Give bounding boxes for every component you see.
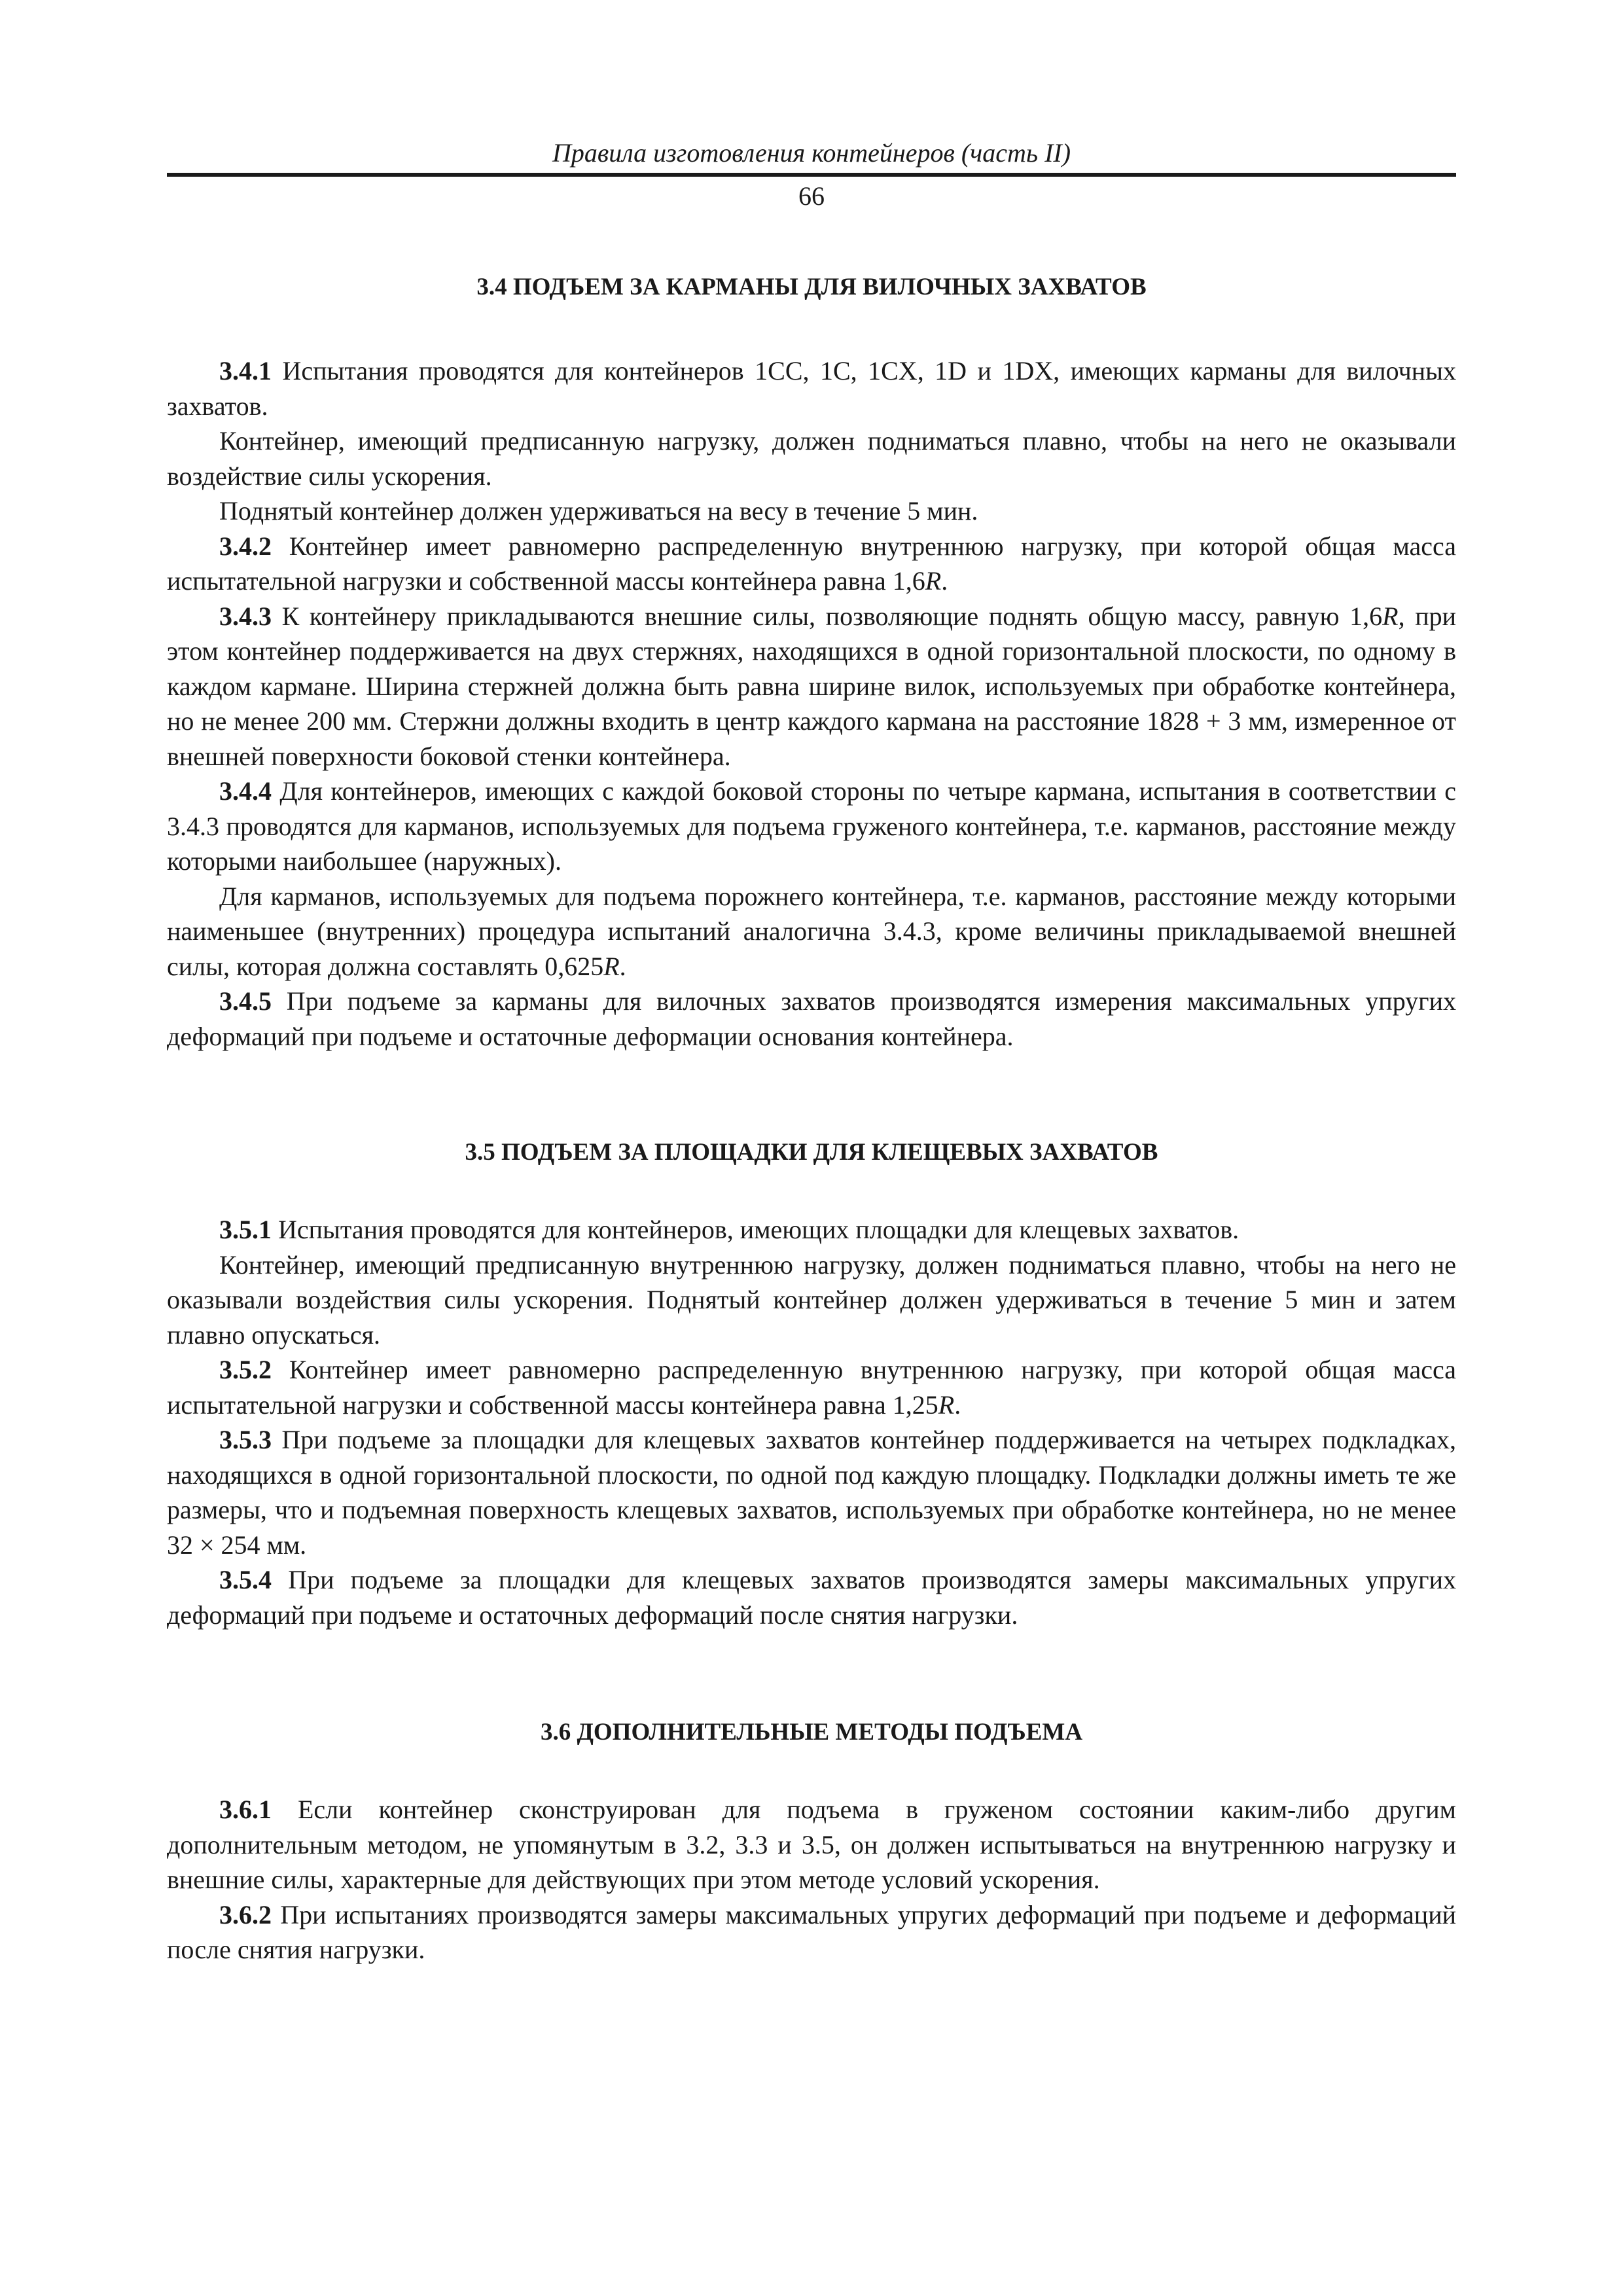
paragraph-text: Контейнер, имеющий предписанную нагрузку, должен подниматься плавно, чтобы на него не оказывали воздействие силы ускорения. bbox=[167, 426, 1456, 491]
clause-number: 3.4.5 bbox=[219, 986, 272, 1016]
variable-r: R bbox=[1382, 601, 1399, 631]
section-title: 3.5 ПОДЪЕМ ЗА ПЛОЩАДКИ ДЛЯ КЛЕЩЕВЫХ ЗАХВАТОВ bbox=[465, 1139, 1158, 1166]
clause-number: 3.5.4 bbox=[219, 1565, 272, 1594]
paragraph-text: Контейнер, имеющий предписанную внутреннюю нагрузку, должен подниматься плавно, чтобы на него не оказывали воздействия силы ускорения. Поднятый контейнер должен удерживаться в течение 5 мин и затем плавно опускаться. bbox=[167, 1249, 1456, 1350]
paragraph-3-5-1 bbox=[167, 1212, 1456, 1247]
paragraph-3-4-2 bbox=[167, 529, 1456, 599]
paragraph-3-6-2 bbox=[167, 1897, 1456, 1967]
paragraph bbox=[167, 423, 1456, 493]
paragraph-text: Для контейнеров, имеющих с каждой боковой стороны по четыре кармана, испытания в соответствии с 3.4.3 проводятся для карманов, используемых для подъема груженого контейнера, т.е. карманов, расстояние между которыми наибольшее (наружных). bbox=[167, 776, 1456, 876]
section-title: 3.4 ПОДЪЕМ ЗА КАРМАНЫ ДЛЯ ВИЛОЧНЫХ ЗАХВАТОВ bbox=[476, 274, 1147, 300]
paragraph-3-5-2 bbox=[167, 1352, 1456, 1422]
paragraph bbox=[167, 493, 1456, 529]
clause-number: 3.5.2 bbox=[219, 1355, 272, 1384]
page-number: 66 bbox=[798, 181, 825, 211]
clause-number: 3.5.1 bbox=[219, 1215, 272, 1244]
running-header: Правила изготовления контейнеров (часть II) bbox=[167, 137, 1456, 177]
paragraph-3-4-3 bbox=[167, 599, 1456, 774]
section-3-4 bbox=[167, 272, 1456, 1054]
paragraph-text: Если контейнер сконструирован для подъема в груженом состоянии каким-либо другим дополнительным методом, не упомянутым в 3.2, 3.3 и 3.5, он должен испытываться на внутреннюю нагрузку и внешние силы, характерные для действующих при этом методе условий ускорения. bbox=[167, 1795, 1456, 1894]
paragraph bbox=[167, 879, 1456, 984]
section-title: 3.6 ДОПОЛНИТЕЛЬНЫЕ МЕТОДЫ ПОДЪЕМА bbox=[540, 1719, 1083, 1746]
paragraph-tail: . bbox=[619, 951, 626, 981]
paragraph-3-4-5 bbox=[167, 984, 1456, 1054]
paragraph-text: При подъеме за площадки для клещевых захватов производятся замеры максимальных упругих деформаций при подъеме и остаточных деформаций после снятия нагрузки. bbox=[167, 1565, 1456, 1630]
section-3-6 bbox=[167, 1717, 1456, 1967]
paragraph-3-4-1 bbox=[167, 353, 1456, 423]
paragraph-text: При испытаниях производятся замеры максимальных упругих деформаций при подъеме и деформаций после снятия нагрузки. bbox=[167, 1899, 1456, 1964]
paragraph-3-6-1 bbox=[167, 1792, 1456, 1897]
paragraph-text: При подъеме за площадки для клещевых захватов контейнер поддерживается на четырех подкладках, находящихся в одной горизонтальной плоскости, по одной под каждую площадку. Подкладки должны иметь те же размеры, что и подъемная поверхность клещевых захватов, используемых при обработке контейнера, но не менее 32 × 254 мм. bbox=[167, 1425, 1456, 1560]
variable-r: R bbox=[603, 951, 620, 981]
paragraph-text: Контейнер имеет равномерно распределенную внутреннюю нагрузку, при которой общая масса испытательной нагрузки и собственной массы контейнера равна 1,6 bbox=[167, 531, 1456, 596]
clause-number: 3.6.2 bbox=[219, 1899, 272, 1929]
paragraph bbox=[167, 1247, 1456, 1353]
paragraph-tail: . bbox=[941, 566, 948, 596]
paragraph-text: Для карманов, используемых для подъема порожнего контейнера, т.е. карманов, расстояние между которыми наименьшее (внутренних) процедура испытаний аналогична 3.4.3, кроме величины прикладываемой внешней силы, которая должна составлять 0,625 bbox=[167, 881, 1456, 981]
paragraph-text: При подъеме за карманы для вилочных захватов производятся измерения максимальных упругих деформаций при подъеме и остаточные деформации основания контейнера. bbox=[167, 986, 1456, 1051]
paragraph-text: Поднятый контейнер должен удерживаться на весу в течение 5 мин. bbox=[219, 496, 978, 526]
clause-number: 3.4.4 bbox=[219, 776, 272, 806]
clause-number: 3.5.3 bbox=[219, 1425, 272, 1454]
paragraph-3-4-4 bbox=[167, 774, 1456, 879]
clause-number: 3.4.3 bbox=[219, 601, 272, 631]
clause-number: 3.4.1 bbox=[219, 356, 272, 386]
paragraph-text: Контейнер имеет равномерно распределенную внутреннюю нагрузку, при которой общая масса испытательной нагрузки и собственной массы контейнера равна 1,25 bbox=[167, 1355, 1456, 1420]
clause-number: 3.6.1 bbox=[219, 1795, 272, 1824]
document-page bbox=[167, 137, 1456, 1967]
paragraph-text: Испытания проводятся для контейнеров 1CC, 1C, 1CX, 1D и 1DX, имеющих карманы для вилочных захватов. bbox=[167, 356, 1456, 421]
paragraph-text: К контейнеру прикладываются внешние силы, позволяющие поднять общую массу, равную 1,6 bbox=[272, 601, 1383, 631]
section-3-5 bbox=[167, 1138, 1456, 1632]
variable-r: R bbox=[925, 566, 942, 596]
paragraph-text: Испытания проводятся для контейнеров, имеющих площадки для клещевых захватов. bbox=[272, 1215, 1240, 1244]
paragraph-tail: . bbox=[954, 1390, 961, 1420]
paragraph-3-5-3 bbox=[167, 1422, 1456, 1562]
clause-number: 3.4.2 bbox=[219, 531, 272, 561]
variable-r: R bbox=[938, 1390, 955, 1420]
paragraph-3-5-4 bbox=[167, 1562, 1456, 1632]
paragraph-tail: , при этом контейнер поддерживается на двух стержнях, находящихся в одной горизонтальной плоскости, по одному в каждом кармане. Ширина стержней должна быть равна ширине вилок, используемых при обработке контейнера, но не менее 200 мм. Стержни должны входить в центр каждого кармана на расстояние 1828 + 3 мм, измеренное от внешней поверхности боковой стенки контейнера. bbox=[167, 601, 1457, 771]
